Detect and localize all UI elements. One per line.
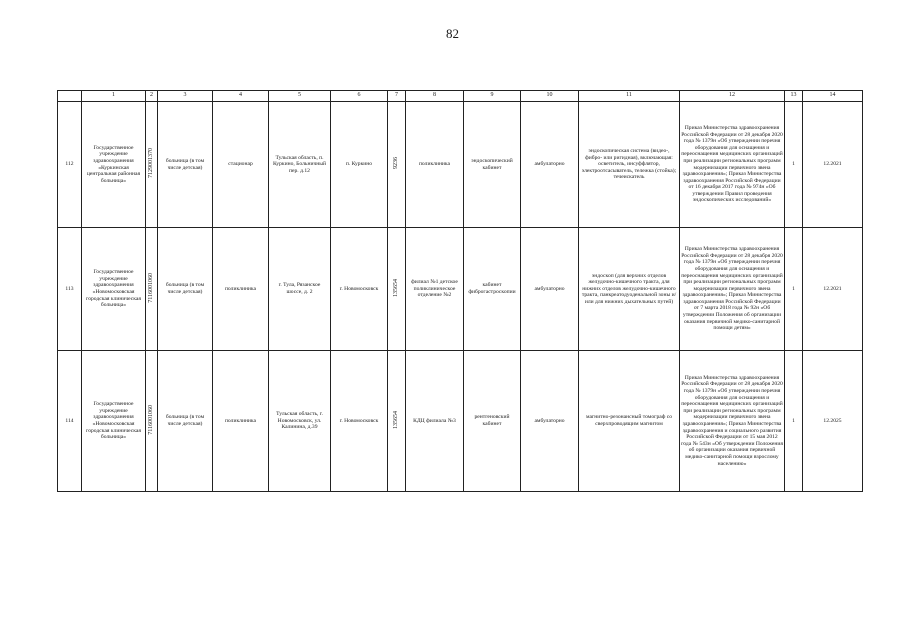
- organization-name: Государственное учреждение здравоохранения «Куркинская центральная районная больница»: [82, 102, 146, 228]
- unit-type: поликлиника: [213, 351, 269, 492]
- equipment: эндоскоп (для верхних отделов желудочно-кишечного тракта, для нижних отделов желудочно-кишечного тракта, панкреатодуоденальной зоны и/или для нижних дыхательных путей): [579, 228, 680, 351]
- quantity: 1: [785, 351, 803, 492]
- column-header: 6: [331, 91, 388, 102]
- column-header: 12: [680, 91, 785, 102]
- room: эндоскопический кабинет: [464, 102, 521, 228]
- care-form: амбулаторно: [521, 228, 579, 351]
- organization-type: больница (в том числе детская): [158, 228, 213, 351]
- column-header: 1: [82, 91, 146, 102]
- division: филиал №1 детское поликлиническое отделение №2: [406, 228, 464, 351]
- locality: п. Куркино: [331, 102, 388, 228]
- delivery-date: 12.2025: [803, 351, 863, 492]
- unit-type: поликлиника: [213, 228, 269, 351]
- column-header: 3: [158, 91, 213, 102]
- address: Тульская область, г. Новомосковск, ул. Калинина, д.39: [269, 351, 331, 492]
- okato-code: [388, 102, 406, 228]
- table-row: [58, 351, 863, 492]
- equipment-registry-table: [57, 90, 863, 492]
- page-number: 82: [446, 26, 459, 41]
- column-header: 9: [464, 91, 521, 102]
- column-header: 8: [406, 91, 464, 102]
- table-row: [58, 102, 863, 228]
- column-header: 7: [388, 91, 406, 102]
- organization-code: [146, 228, 158, 351]
- locality: г. Новомосковск: [331, 228, 388, 351]
- organization-code-text: 7116001060: [147, 404, 154, 435]
- row-number: 114: [58, 351, 82, 492]
- table-row: [58, 228, 863, 351]
- row-number: 112: [58, 102, 82, 228]
- regulatory-order: Приказ Министерства здравоохранения Российской Федерации от 28 декабря 2020 года № 1379н «Об утверждении перечня оборудования для оснащения и переоснащения медицинских организаций при реализации региональных программ модернизации первичного звена здравоохранения»; Приказ Министерства здравоохранения Российской Федерации от 7 марта 2018 года № 92н «Об утверждении Положения об организации оказания первичной медико-санитарной помощи детям»: [680, 228, 785, 351]
- okato-code: [388, 351, 406, 492]
- organization-name: Государственное учреждение здравоохранения «Новомосковская городская клиническая больница»: [82, 351, 146, 492]
- row-number: 113: [58, 228, 82, 351]
- column-header: [58, 91, 82, 102]
- organization-code: [146, 351, 158, 492]
- okato-code-text: 9236: [392, 157, 399, 170]
- column-header: 5: [269, 91, 331, 102]
- organization-type: больница (в том числе детская): [158, 102, 213, 228]
- equipment: эндоскопическая система (видео-, фибро- или ригидная), включающая: осветитель, инсуффлятор, электроотсасыватель, тележка (стойка); течеискатель: [579, 102, 680, 228]
- room: рентгеновский кабинет: [464, 351, 521, 492]
- delivery-date: 12.2021: [803, 102, 863, 228]
- column-header: 14: [803, 91, 863, 102]
- okato-code-text: 135654: [392, 410, 399, 429]
- organization-type: больница (в том числе детская): [158, 351, 213, 492]
- organization-name: Государственное учреждение здравоохранения «Новомосковская городская клиническая больница»: [82, 228, 146, 351]
- room: кабинет фиброгастроскопии: [464, 228, 521, 351]
- division: поликлиника: [406, 102, 464, 228]
- quantity: 1: [785, 102, 803, 228]
- delivery-date: 12.2021: [803, 228, 863, 351]
- quantity: 1: [785, 228, 803, 351]
- column-header: 13: [785, 91, 803, 102]
- okato-code: [388, 228, 406, 351]
- equipment: магнитно-резонансный томограф со сверхпроводящим магнитом: [579, 351, 680, 492]
- care-form: амбулаторно: [521, 351, 579, 492]
- column-header: 11: [579, 91, 680, 102]
- division: КДЦ филиала №3: [406, 351, 464, 492]
- organization-code: [146, 102, 158, 228]
- column-header: 2: [146, 91, 158, 102]
- address: г. Тула, Рязанское шоссе, д. 2: [269, 228, 331, 351]
- care-form: амбулаторно: [521, 102, 579, 228]
- organization-code-text: 7116001060: [147, 272, 154, 303]
- address: Тульская область, п. Куркино, Больничный пер. д.12: [269, 102, 331, 228]
- regulatory-order: Приказ Министерства здравоохранения Российской Федерации от 28 декабря 2020 года № 1379н «Об утверждении перечня оборудования для оснащения и переоснащения медицинских организаций при реализации региональных программ модернизации первичного звена здравоохранения»; Приказ Министерства здравоохранения и социального развития Российской Федерации от 15 мая 2012 года № 543н «Об утверждении Положения об организации оказания первичной медико-санитарной помощи взрослому населению»: [680, 351, 785, 492]
- locality: г. Новомосковск: [331, 351, 388, 492]
- column-header: 4: [213, 91, 269, 102]
- organization-code-text: 7129001370: [147, 148, 154, 179]
- column-header: 10: [521, 91, 579, 102]
- unit-type: стационар: [213, 102, 269, 228]
- table-header-row: [58, 91, 863, 102]
- okato-code-text: 135654: [392, 278, 399, 297]
- regulatory-order: Приказ Министерства здравоохранения Российской Федерации от 28 декабря 2020 года № 1379н «Об утверждении перечня оборудования для оснащения и переоснащения медицинских организаций при реализации региональных программ модернизации первичного звена здравоохранения»; Приказ Министерства здравоохранения Российской Федерации от 16 декабря 2017 года № 974н «Об утверждении Правил проведения эндоскопических исследований»: [680, 102, 785, 228]
